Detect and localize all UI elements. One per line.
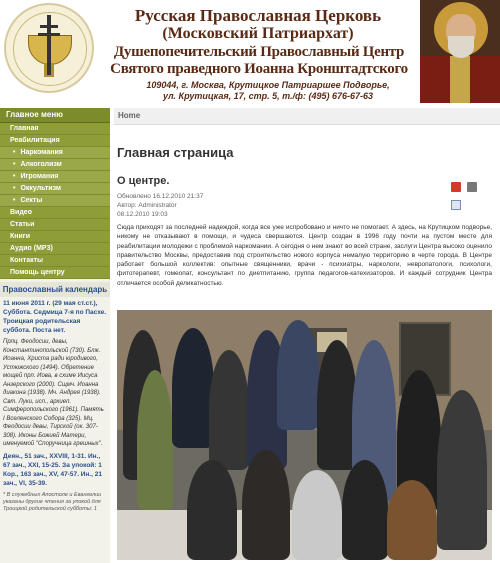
article-body: Сюда приходят за последней надеждой, когда все уже испробовано и ничто не помогает. А здесь, на Крутицком подворье, никому не отказывают в помощи, и чудеса свершаются. Центр создан в 1996 году почти на пустом месте для реабилитации молодежи с проблемой наркомании. А сегодня о нем знают во всей стране, заслуги Центра высоко оценило правительство Москвы, предоставив под строительство нового корпуса немалую территорию в черте города. В Центре работает большой коллектив: опытные священники, врачи - психиатры, наркологи, невропатологи, психологи, фитотерапевт, гомеопат, консультант по диетпитанию, группа педагогов-катехизаторов. И каждый сотрудник Центра отличается особой деликатностью. — [117, 224, 492, 287]
article-author: Автор: Administrator — [117, 202, 177, 209]
sidebar-item[interactable]: Помощь центру — [0, 267, 110, 279]
address-line-1: 109044, г. Москва, Крутицкое Патриаршее Подворье, — [146, 80, 390, 90]
calendar-date: 11 июня 2011 г. (29 мая ст.ст.), Суббота. Седмица 7-я по Пасхе. Троицкая родительская суббота. Поста нет. — [3, 300, 107, 334]
print-icon[interactable] — [467, 182, 477, 192]
saint-icon-image — [420, 0, 500, 103]
group-photo — [117, 310, 492, 560]
sidebar-item[interactable]: • Оккультизм — [0, 183, 110, 195]
sidebar-item[interactable]: • Наркомания — [0, 147, 110, 159]
church-title: Русская Православная Церковь — [134, 6, 382, 25]
main-menu — [0, 123, 110, 279]
sidebar — [0, 108, 110, 563]
sidebar-item[interactable]: Видео — [0, 207, 110, 219]
address-line-2: ул. Крутицкая, 17, стр. 5, т./ф: (495) 676-67-63 — [162, 91, 374, 101]
main-menu-title: Главное меню — [0, 108, 110, 123]
sidebar-item[interactable]: Аудио (MP3) — [0, 243, 110, 255]
breadcrumb-bar — [114, 108, 500, 125]
calendar-readings[interactable]: Деян., 51 зач., XXVIII, 1-31. Ин., 67 зач., XXI, 15-25. За упокой: 1 Кор., 163 зач., XV, 47-57. Ин., 21 зач., VI, 35-39. — [3, 452, 102, 487]
patriarchate-title: (Московский Патриархат) — [162, 25, 354, 42]
orthodox-cross-icon — [38, 15, 60, 79]
sidebar-item[interactable]: • Игромания — [0, 171, 110, 183]
site-header — [0, 0, 500, 103]
pdf-icon[interactable] — [451, 182, 461, 192]
site-logo[interactable] — [4, 3, 94, 93]
sidebar-item[interactable]: Реабилитация — [0, 135, 110, 147]
email-icon[interactable] — [451, 200, 461, 210]
article-title[interactable]: О центре. — [117, 175, 170, 187]
page-title: Главная страница — [117, 145, 234, 160]
sidebar-item[interactable]: • Алкоголизм — [0, 159, 110, 171]
sidebar-item[interactable]: • Секты — [0, 195, 110, 207]
breadcrumb-home[interactable]: Home — [118, 111, 141, 120]
calendar-title[interactable]: Православный календарь — [0, 282, 110, 297]
center-title: Душепопечительский Православный Центр — [113, 44, 405, 60]
calendar-saints[interactable]: Прпц. Феодосии, девы, Константинопольской (730). Блж. Иоанна, Христа ради юродивого, Устюжского (1494). Обретение мощей прп. Иова, в схиме Иисуса Анзерского (2000). Сщмч. Иоанна диакона (1938). Мч. Андрея (1938). Свт. Луки, исп., архиеп. Симферопольского (1961). Память I Вселенского Собора (325). Мц. Феодосии девы, Тирской (ок. 307-308). Иконы Божией Матери, именуемой "Споручница грешных". — [3, 339, 104, 447]
article-created: 08.12.2010 19:03 — [117, 211, 168, 218]
sidebar-item[interactable]: Главная — [0, 123, 110, 135]
calendar-note: * В служебных Апостоле и Евангелии указаны другие чтения за упокой для Троицкой родительской субботы: 1 — [3, 491, 102, 512]
article-actions — [451, 179, 491, 189]
sidebar-item[interactable]: Статьи — [0, 219, 110, 231]
article-updated: Обновлено 16.12.2010 21:37 — [117, 193, 204, 200]
center-subtitle: Святого праведного Иоанна Кронштадтского — [110, 61, 408, 77]
sidebar-item[interactable]: Контакты — [0, 255, 110, 267]
sidebar-item[interactable]: Книги — [0, 231, 110, 243]
